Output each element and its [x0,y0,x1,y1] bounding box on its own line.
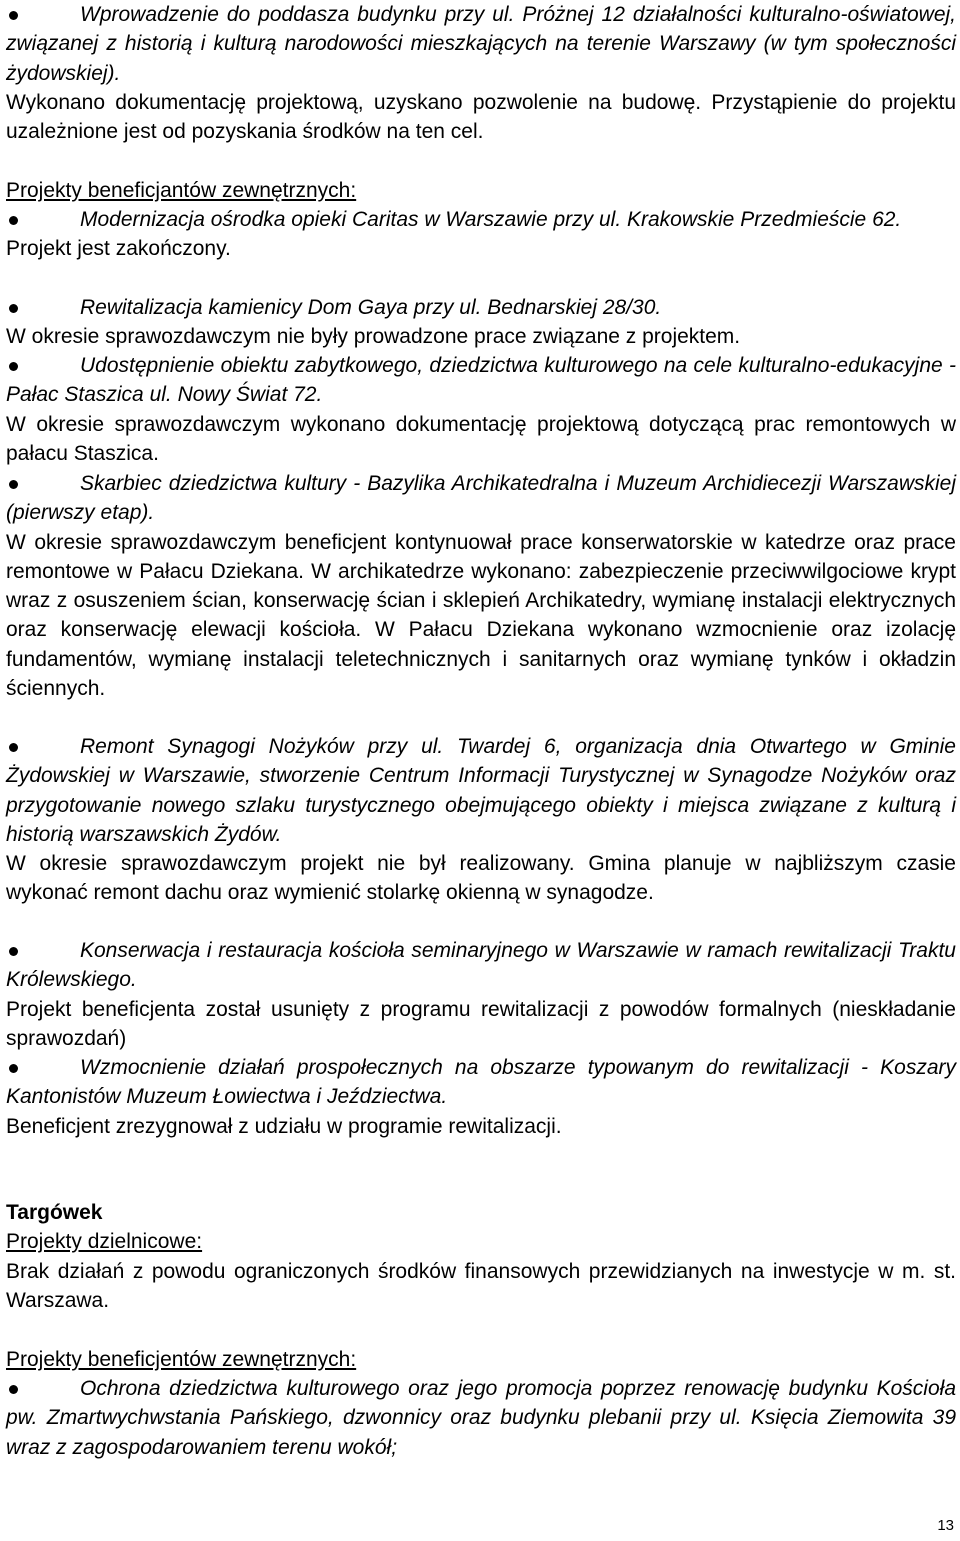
bullet-icon [9,1385,18,1394]
section-heading-external: Projekty beneficjantów zewnętrznych: [6,179,357,202]
district-section [6,1198,956,1315]
item-status: Projekt jest zakończony. [6,237,231,261]
item-synagoga [6,732,956,908]
item-title: Rewitalizacja kamienicy Dom Gaya przy ul. Bednarskiej 28/30. [80,296,662,319]
item-dom-gaya [6,293,956,352]
item-palac-staszica [6,351,956,468]
item-kosciol-seminaryjny [6,936,956,1053]
bullet-icon [9,216,18,225]
bullet-icon [9,1064,18,1073]
bullet-icon [9,362,18,371]
item-skarbiec [6,469,956,703]
item-status: W okresie sprawozdawczym wykonano dokumentację projektową dotyczącą prac remontowych w pałacu Staszica. [6,412,956,465]
item-title: Wzmocnienie działań prospołecznych na obszarze typowanym do rewitalizacji - Koszary Kantonistów Muzeum Łowiectwa i Jeździectwa. [6,1056,956,1109]
bullet-icon [9,304,18,313]
item-title: Udostępnienie obiektu zabytkowego, dziedzictwa kulturowego na cele kulturalno-edukacyjne - Pałac Staszica ul. Nowy Świat 72. [6,354,956,407]
item-zmartwychwstania [6,1374,956,1462]
item-koszary [6,1053,956,1141]
item-caritas [6,205,956,264]
paragraph-proznej-status: Wykonano dokumentację projektową, uzyskano pozwolenie na budowę. Przystąpienie do projektu uzależnione jest od pozyskania środków na ten cel. [6,91,956,144]
district-text: Brak działań z powodu ograniczonych środków finansowych przewidzianych na inwestycje w m. st. Warszawa. [6,1259,956,1312]
item-title: Ochrona dziedzictwa kulturowego oraz jego promocja poprzez renowację budynku Kościoła pw. Zmartwychwstania Pańskiego, dzwonnicy oraz budynku plebanii przy ul. Księcia Ziemowita 39 wraz z zagospodarowaniem terenu wokół; [6,1377,956,1459]
district-subheading: Projekty dzielnicowe: [6,1230,203,1254]
item-status: Beneficjent zrezygnował z udziału w programie rewitalizacji. [6,1114,562,1138]
bullet-icon [9,11,18,20]
item-status: Projekt beneficjenta został usunięty z programu rewitalizacji z powodów formalnych (nieskładanie sprawozdań) [6,997,956,1050]
item-title: Remont Synagogi Nożyków przy ul. Twardej 6, organizacja dnia Otwartego w Gminie Żydowskiej w Warszawie, stworzenie Centrum Informacji Turystycznej w Synagodze Nożyków oraz przygotowanie nowego szlaku turystycznego obejmującego obiekty i miejsca związane z kulturą i historią warszawskich Żydów. [6,735,956,846]
item-title: Modernizacja ośrodka opieki Caritas w Warszawie przy ul. Krakowskie Przedmieście 62. [80,208,902,231]
bullet-icon [9,480,18,489]
item-title: Skarbiec dziedzictwa kultury - Bazylika Archikatedralna i Muzeum Archidiecezji Warszawskiej (pierwszy etap). [6,472,956,525]
district-heading: Targówek [6,1201,103,1224]
bullet-icon [9,743,18,752]
item-status: W okresie sprawozdawczym nie były prowadzone prace związane z projektem. [6,325,741,349]
item-status: W okresie sprawozdawczym beneficjent kontynuował prace konserwatorskie w katedrze oraz prace remontowe w Pałacu Dziekana. W archikatedrze wykonano: zabezpieczenie przeciwwilgociowe krypt wraz z osuszeniem ścian, konserwację ścian i sklepień Archikatedry, wymianę instalacji elektrycznych oraz konserwację elewacji kościoła. W Pałacu Dziekana wykonano wzmocnienie oraz izolację fundamentów, wymianę instalacji teletechnicznych i sanitarnych oraz wymianę tynków i okładzin ściennych. [6,530,956,701]
item-status: W okresie sprawozdawczym projekt nie był realizowany. Gmina planuje w najbliższym czasie wykonać remont dachu oraz wymienić stolarkę okienną w synagodze. [6,852,956,905]
item-title: Konserwacja i restauracja kościoła seminaryjnego w Warszawie w ramach rewitalizacji Traktu Królewskiego. [6,939,956,992]
bullet-icon [9,947,18,956]
section-heading-external-2: Projekty beneficjentów zewnętrznych: [6,1348,357,1371]
item-title: Wprowadzenie do poddasza budynku przy ul. Próżnej 12 działalności kulturalno-oświatowej, związanej z historią i kulturą narodowości mieszkających na terenie Warszawy (w tym społeczności żydowskiej). [6,3,956,85]
page-number: 13 [937,1517,954,1534]
item-proznej [6,0,956,88]
